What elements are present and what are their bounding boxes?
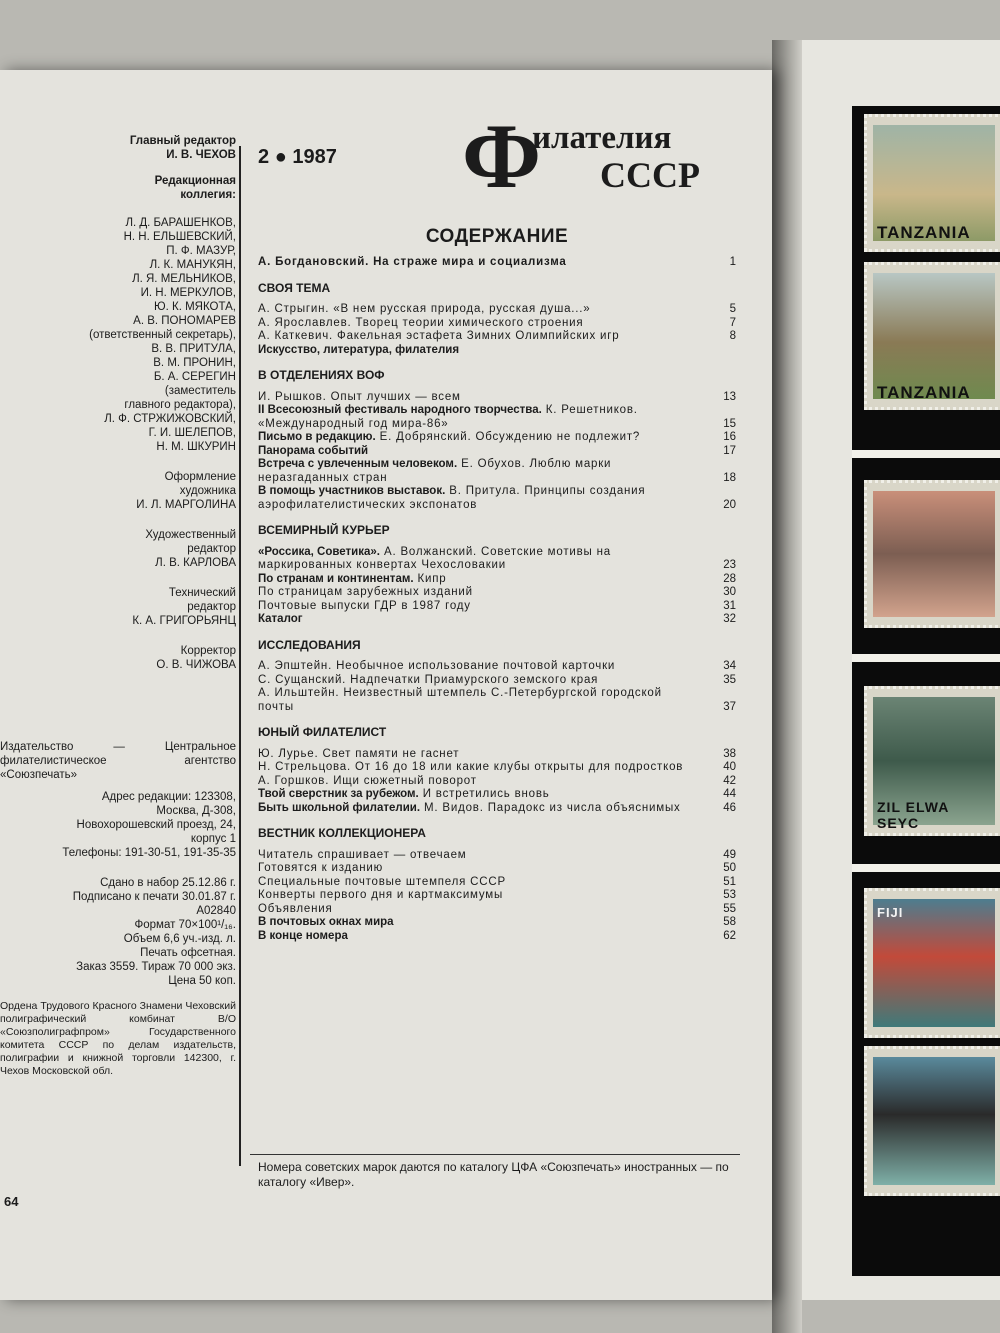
toc-entry-text: А. Волжанский. Советские мотивы на маркированных конвертах Чехословакии — [258, 545, 611, 571]
toc-entry[interactable] — [258, 775, 736, 789]
toc-entry-rubric: В помощь участников выставок. — [258, 485, 446, 497]
toc-entry-page: 17 — [723, 444, 736, 457]
corrector-credit: Корректор — [180, 645, 236, 657]
toc-entry-text: По страницам зарубежных изданий — [258, 586, 473, 598]
toc-entry[interactable] — [258, 660, 736, 674]
magazine-logo — [462, 105, 732, 207]
board-member: (ответственный секретарь), — [89, 329, 236, 341]
toc-entry[interactable] — [258, 600, 736, 614]
toc-entry-text: Е. Обухов. Люблю марки неразгаданных стран — [258, 458, 612, 484]
toc-entry-text: Конверты первого дня и картмаксимумы — [258, 889, 504, 901]
binding-gutter — [772, 40, 802, 1333]
toc-entry[interactable] — [258, 876, 736, 890]
stamp-country: FIJI — [877, 905, 904, 920]
toc-entry-text: Н. Стрельцова. От 16 до 18 или какие клубы открыты для подростков — [258, 761, 684, 773]
board-member: Б. А. СЕРЕГИН — [153, 371, 236, 383]
toc-section-heading: ИССЛЕДОВАНИЯ — [258, 637, 361, 652]
print-detail: Заказ 3559. Тираж 70 000 экз. — [76, 961, 236, 973]
toc-entry-rubric: В почтовых окнах мира — [258, 916, 394, 928]
toc-entry[interactable] — [258, 586, 736, 600]
toc-entry-rubric: Панорама событий — [258, 444, 369, 457]
toc-section-heading: ВСЕМИРНЫЙ КУРЬЕР — [258, 523, 390, 537]
board-member: А. В. ПОНОМАРЕВ — [133, 315, 236, 327]
toc-entry-text: Ю. Лурье. Свет памяти не гаснет — [258, 747, 460, 760]
design-credit: И. Л. МАРГОЛИНА — [136, 499, 236, 511]
page-number: 64 — [4, 1194, 19, 1209]
board-member: главного редактора), — [124, 399, 236, 411]
toc-entry[interactable] — [258, 404, 736, 431]
toc-entry[interactable] — [258, 431, 736, 445]
board-member: Л. К. МАНУКЯН, — [149, 259, 236, 271]
toc-entry-text: И. Рышков. Опыт лучших — всем — [258, 390, 461, 403]
toc-entry-page: 38 — [723, 747, 736, 760]
toc-entry-text: Специальные почтовые штемпеля СССР — [258, 875, 506, 888]
toc-entry-rubric: По странам и континентам. — [258, 572, 414, 585]
toc-entry-text: Почтовые выпуски ГДР в 1987 году — [258, 599, 471, 612]
print-detail: А02840 — [196, 905, 236, 917]
toc-entry-page: 42 — [723, 774, 736, 787]
toc-entry[interactable] — [258, 687, 736, 714]
toc-entry[interactable] — [258, 546, 736, 573]
toc-entry-page: 37 — [723, 700, 736, 713]
toc-entry-text: А. Эпштейн. Необычное использование почтовой карточки — [258, 660, 616, 672]
corrector-credit: О. В. ЧИЖОВА — [156, 659, 236, 671]
stamp-fish — [864, 1046, 1000, 1196]
toc-entry-text: Кипр — [413, 572, 447, 585]
issue-num: 2 — [258, 146, 270, 168]
stamp-country: TANZANIA — [877, 383, 971, 402]
toc-entry[interactable] — [258, 903, 736, 917]
stamp-fiji-fish — [864, 888, 1000, 1038]
board-member: Н. Н. ЕЛЬШЕВСКИЙ, — [123, 231, 236, 243]
print-detail: Подписано к печати 30.01.87 г. — [72, 891, 236, 903]
toc-entry-text: А. Ярославлев. Творец теории химического строения — [258, 316, 584, 329]
design-credit: художника — [179, 485, 236, 497]
toc-entry[interactable] — [258, 391, 736, 405]
footnote: Номера советских марок даются по каталогу ЦФА «Союзпечать» иностранных — по каталогу «Ивер». — [258, 1160, 729, 1189]
toc-entry-text: М. Видов. Парадокс из числа объяснимых — [420, 801, 681, 814]
toc-entry[interactable] — [258, 889, 736, 903]
toc-entry[interactable] — [258, 849, 736, 863]
art-editor-credit: Художественный — [145, 529, 236, 541]
toc-entry[interactable] — [258, 458, 736, 485]
board-member: П. Ф. МАЗУР, — [166, 245, 236, 257]
toc-entry-page: 51 — [723, 875, 736, 888]
toc-entry-text: А. Горшков. Ищи сюжетный поворот — [258, 774, 477, 787]
address-line: корпус 1 — [190, 833, 236, 845]
issue-bullet: ● — [274, 146, 287, 168]
art-editor-credit: редактор — [187, 543, 236, 555]
toc-entry-text: К. Решетников. «Международный год мира-86» — [258, 404, 638, 430]
toc-entry-rubric: Твой сверстник за рубежом. — [258, 788, 419, 800]
toc-entry-text: В. Притула. Принципы создания аэрофилателистических экспонатов — [258, 485, 646, 511]
toc-entry-page: 13 — [723, 390, 736, 403]
board-member: В. В. ПРИТУЛА, — [151, 343, 236, 355]
toc-entry[interactable] — [258, 445, 736, 459]
toc-entry[interactable] — [258, 761, 736, 775]
toc-entry-page: 8 — [729, 330, 736, 342]
toc-entry[interactable] — [258, 916, 736, 930]
toc-entry-page: 34 — [723, 660, 736, 672]
toc-entry-text: Е. Добрянский. Обсуждению не подлежит? — [375, 431, 641, 443]
toc-entry-page: 40 — [723, 761, 736, 773]
toc-entry-rubric: Каталог — [258, 613, 303, 625]
divider — [852, 654, 1000, 662]
board-member: И. Н. МЕРКУЛОВ, — [140, 287, 236, 299]
toc-entry-rubric: II Всесоюзный фестиваль народного творчества. — [258, 404, 542, 416]
toc-entry[interactable] — [258, 573, 736, 587]
board-member: Н. М. ШКУРИН — [156, 441, 236, 453]
issue-year: 1987 — [292, 146, 337, 168]
board-member: В. М. ПРОНИН, — [153, 357, 236, 369]
address-line: Москва, Д-308, — [156, 805, 236, 817]
toc-entry[interactable] — [258, 485, 736, 512]
stamp-monkey — [864, 480, 1000, 628]
toc-entry-page: 53 — [723, 889, 736, 901]
column-rule — [239, 146, 241, 1166]
toc-entry-text: И встретились вновь — [418, 788, 550, 800]
toc-entry[interactable] — [258, 862, 736, 876]
phones: Телефоны: 191-30-51, 191-35-35 — [62, 847, 236, 859]
toc-entry-text: А. Каткевич. Факельная эстафета Зимних Олимпийских игр — [258, 330, 620, 342]
publisher-info: Издательство — Центральное филателистическое агентство «Союзпечать» — [0, 741, 236, 781]
toc-entry-page: 20 — [723, 498, 736, 511]
toc-entry-page: 23 — [723, 559, 736, 571]
toc-entry[interactable] — [258, 613, 736, 627]
tech-editor-credit: редактор — [187, 601, 236, 613]
stamp-country: TANZANIA — [877, 223, 971, 242]
toc-entry[interactable] — [258, 330, 736, 344]
masthead-column — [0, 134, 236, 1078]
toc-section-heading: ВЕСТНИК КОЛЛЕКЦИОНЕРА — [258, 826, 426, 840]
toc-title: СОДЕРЖАНИЕ — [425, 226, 569, 247]
toc-entry-page: 1 — [729, 256, 736, 268]
board-member: Л. Д. БАРАШЕНКОВ, — [125, 217, 236, 229]
design-credit: Оформление — [164, 471, 236, 483]
printer-info: Ордена Трудового Красного Знамени Чеховский полиграфический комбинат В/О «Союзполиграфпром» Государственного комитета СССР по делам издательств, полиграфии и книжной торговли 142300, г. Чехов Московской обл. — [0, 1000, 236, 1077]
address-line: Адрес редакции: 123308, — [101, 791, 236, 803]
price: Цена 50 коп. — [168, 975, 236, 987]
toc-entry-text: Готовятся к изданию — [258, 862, 384, 874]
toc-entry-page: 18 — [723, 471, 736, 484]
toc-entry-rubric: Быть школьной филателии. — [258, 801, 421, 814]
logo-line2: СССР — [600, 155, 700, 195]
logo-line1: илателия — [532, 120, 672, 156]
toc-entry-text: Читатель спрашивает — отвечаем — [258, 848, 467, 861]
chief-editor-name: И. В. ЧЕХОВ — [166, 149, 236, 161]
toc-entry-text: С. Сущанский. Надпечатки Приамурского земского края — [258, 673, 599, 686]
toc-entry-page: 55 — [723, 902, 736, 915]
toc-entry-page: 31 — [723, 599, 736, 612]
toc-entry-page: 30 — [723, 586, 736, 598]
tech-editor-credit: Технический — [168, 587, 236, 599]
toc-entry[interactable] — [258, 674, 736, 688]
toc-section-heading: ЮНЫЙ ФИЛАТЕЛИСТ — [258, 725, 387, 739]
board-member: (заместитель — [164, 385, 236, 397]
toc-entry[interactable] — [258, 317, 736, 331]
toc-entry-page: 32 — [723, 613, 736, 625]
print-detail: Сдано в набор 25.12.86 г. — [100, 877, 236, 889]
print-detail: Объем 6,6 уч.-изд. л. — [123, 933, 236, 945]
divider — [852, 864, 1000, 872]
toc-entry-text: Объявления — [258, 902, 333, 915]
toc-entry[interactable] — [258, 344, 736, 358]
toc-entry-rubric: «Россика, Советика». — [258, 545, 380, 558]
stamp-panel — [852, 106, 1000, 1276]
toc-entry-page: 28 — [723, 572, 736, 585]
print-detail: Печать офсетная. — [140, 947, 236, 959]
logo-letter: Ф — [462, 105, 542, 207]
tech-editor-credit: К. А. ГРИГОРЬЯНЦ — [132, 615, 236, 627]
toc-entry-rubric: Искусство, литература, филателия — [258, 343, 460, 356]
toc-section-heading: В ОТДЕЛЕНИЯХ ВОФ — [258, 368, 385, 382]
board-member: Л. Я. МЕЛЬНИКОВ, — [132, 273, 236, 285]
board-title: Редакционная — [154, 175, 236, 187]
toc-entry-page: 62 — [723, 929, 736, 942]
table-of-contents — [258, 226, 736, 943]
toc-entry-page: 49 — [723, 848, 736, 861]
toc-section-heading: СВОЯ ТЕМА — [258, 280, 331, 295]
board-member: Л. Ф. СТРЖИЖОВСКИЙ, — [104, 413, 236, 425]
toc-entry-text: А. Богдановский. На страже мира и социализма — [258, 256, 567, 268]
address-line: Новохорошевский проезд, 24, — [76, 819, 236, 831]
toc-entry-page: 50 — [723, 862, 736, 874]
toc-entry-rubric: В конце номера — [258, 929, 348, 942]
stamp-tanzania-huts — [864, 114, 1000, 252]
toc-entry-page: 58 — [723, 916, 736, 928]
divider — [250, 1154, 740, 1155]
toc-entry-page: 5 — [729, 303, 736, 315]
toc-entry[interactable] — [258, 256, 736, 270]
toc-entry[interactable] — [258, 930, 736, 944]
toc-entry-page: 15 — [723, 417, 736, 430]
toc-entry[interactable] — [258, 303, 736, 317]
toc-entry-rubric: Письмо в редакцию. — [258, 431, 376, 443]
board-member: Г. И. ШЕЛЕПОВ, — [148, 427, 236, 439]
toc-entry-page: 46 — [723, 801, 736, 814]
toc-entry-page: 44 — [723, 788, 736, 800]
toc-entry-text: А. Стрыгин. «В нем русская природа, русская душа...» — [258, 303, 591, 315]
toc-entry-text: А. Ильштейн. Неизвестный штемпель С.-Петербургской городской почты — [258, 687, 662, 713]
stamp-tanzania-house — [864, 262, 1000, 410]
toc-entry[interactable] — [258, 788, 736, 802]
toc-entry[interactable] — [258, 802, 736, 816]
art-editor-credit: Л. В. КАРЛОВА — [155, 557, 236, 569]
board-title: коллегия: — [180, 189, 236, 201]
chief-editor-title: Главный редактор — [129, 135, 236, 147]
board-member: Ю. К. МЯКОТА, — [153, 301, 236, 313]
stamp-seychelles — [864, 686, 1000, 836]
toc-entry-rubric: Встреча с увлеченным человеком. — [258, 458, 458, 470]
issue-number — [258, 146, 337, 169]
toc-entry-page: 16 — [723, 431, 736, 443]
stamp-country: ZIL ELWA SEYC — [877, 799, 949, 831]
print-detail: Формат 70×100¹/₁₆. — [134, 919, 236, 931]
divider — [852, 450, 1000, 458]
toc-entry-page: 7 — [729, 316, 736, 329]
toc-entry-page: 35 — [723, 673, 736, 686]
toc-entry[interactable] — [258, 748, 736, 762]
